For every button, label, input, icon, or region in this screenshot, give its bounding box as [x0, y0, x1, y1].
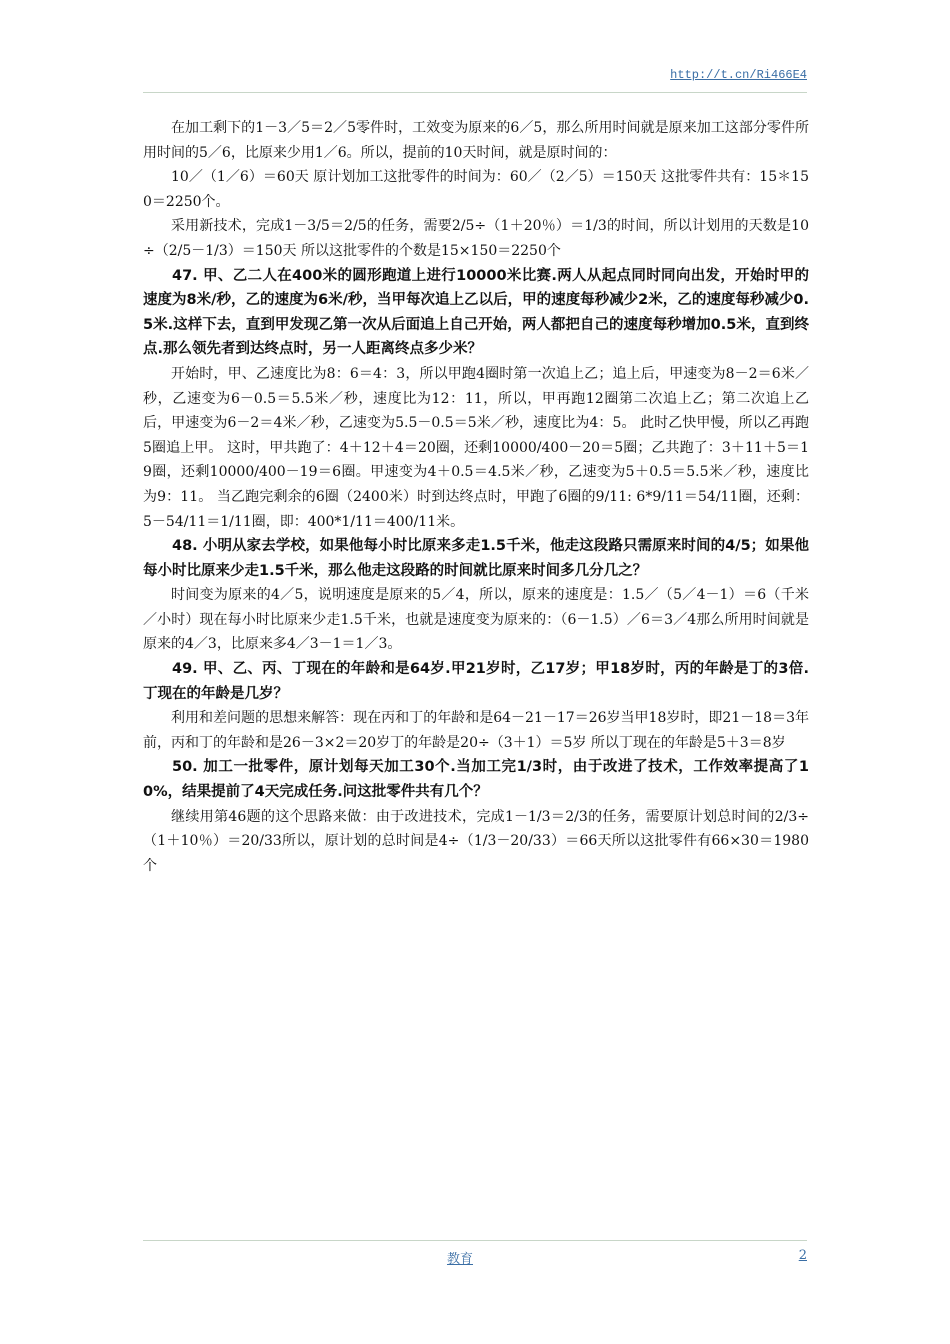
answer-paragraph: 开始时，甲、乙速度比为8：6＝4：3，所以甲跑4圈时第一次追上乙；追上后，甲速变为8－2＝6米／秒，乙速变为6－0.5＝5.5米／秒，速度比为12：11，所以，甲再跑12圈第二次追上乙；第二次追上乙后，甲速变为6－2＝4米／秒，乙速变为5.5－0.5＝5米／秒，速度比为4：5。 此时乙快甲慢，所以乙再跑5圈追上甲。 这时，甲共跑了：4＋12＋4＝20圈，还剩10000/400－20＝5圈；乙共跑了：3＋11＋5＝19圈，还剩10000/400－19＝6圈。甲速变为4＋0.5＝4.5米／秒，乙速变为5＋0.5＝5.5米／秒，速度比为9：11。 当乙跑完剩余的6圈（2400米）时到达终点时，甲跑了6圈的9/11: 6*9/11＝54/11圈，还剩：5－54/11＝1/11圈，即：400*1/11＝400/11米。	[143, 365, 809, 530]
question-50: 50. 加工一批零件，原计划每天加工30个.当加工完1/3时，由于改进了技术，工作效率提高了10%，结果提前了4天完成任务.问这批零件共有几个？	[143, 759, 809, 801]
page-number: 2	[798, 1248, 807, 1263]
header-url-link[interactable]: http://t.cn/Ri466E4	[670, 68, 807, 82]
footer-label-link[interactable]: 教育	[446, 1252, 473, 1267]
question-48: 48. 小明从家去学校，如果他每小时比原来多走1.5千米，他走这段路只需原来时间的4/5；如果他每小时比原来少走1.5千米，那么他走这段路的时间就比原来时间多几分几之？	[143, 538, 809, 579]
footer-divider	[143, 1240, 807, 1241]
header-divider	[143, 92, 807, 93]
document-body	[143, 116, 809, 878]
answer-paragraph: 继续用第46题的这个思路来做：由于改进技术，完成1－1/3＝2/3的任务，需要原计划总时间的2/3÷（1＋10％）＝20/33所以，原计划的总时间是4÷（1/3－20/33）＝66天所以这批零件有66×30＝1980个	[143, 808, 809, 874]
answer-paragraph: 10／（1／6）＝60天 原计划加工这批零件的时间为：60／（2／5）＝150天 这批零件共有：15＊150＝2250个。	[143, 169, 809, 210]
question-49: 49. 甲、乙、丙、丁现在的年龄和是64岁.甲21岁时，乙17岁；甲18岁时，丙的年龄是丁的3倍.丁现在的年龄是几岁？	[143, 661, 809, 702]
answer-paragraph: 利用和差问题的思想来解答：现在丙和丁的年龄和是64－21－17＝26岁当甲18岁时，即21－18＝3年前，丙和丁的年龄和是26－3×2＝20岁丁的年龄是20÷（3＋1）＝5岁 所以丁现在的年龄是5＋3＝8岁	[143, 710, 809, 751]
answer-paragraph: 时间变为原来的4／5，说明速度是原来的5／4，所以，原来的速度是：1.5／（5／4－1）＝6（千米／小时）现在每小时比原来少走1.5千米，也就是速度变为原来的：（6－1.5）／6＝3／4那么所用时间就是原来的4／3，比原来多4／3－1＝1／3。	[143, 587, 809, 653]
answer-paragraph: 采用新技术，完成1－3/5＝2/5的任务，需要2/5÷（1＋20％）＝1/3的时间，所以计划用的天数是10÷（2/5－1/3）＝150天 所以这批零件的个数是15×150＝2250个	[143, 218, 809, 259]
answer-paragraph: 在加工剩下的1－3／5＝2／5零件时，工效变为原来的6／5，那么所用时间就是原来加工这部分零件所用时间的5／6，比原来少用1／6。所以，提前的10天时间，就是原时间的：	[143, 120, 809, 161]
question-47: 47. 甲、乙二人在400米的圆形跑道上进行10000米比赛.两人从起点同时同向出发，开始时甲的速度为8米/秒，乙的速度为6米/秒，当甲每次追上乙以后，甲的速度每秒减少2米，乙的速度每秒减少0.5米.这样下去，直到甲发现乙第一次从后面追上自己开始，两人都把自己的速度每秒增加0.5米，直到终点.那么领先者到达终点时，另一人距离终点多少米？	[143, 267, 809, 358]
